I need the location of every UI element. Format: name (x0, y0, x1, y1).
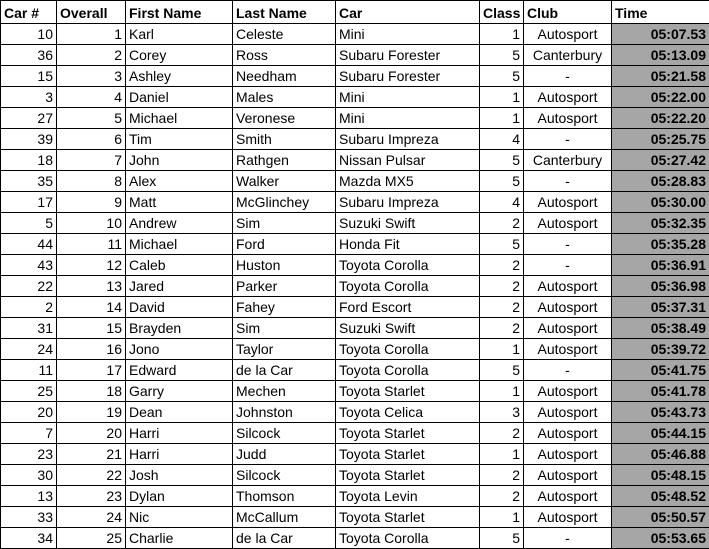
cell-club: - (524, 360, 612, 381)
cell-overall: 6 (57, 129, 126, 150)
cell-car: Toyota Starlet (336, 507, 480, 528)
cell-overall: 4 (57, 87, 126, 108)
cell-car: Mini (336, 108, 480, 129)
cell-first-name: Karl (126, 24, 233, 45)
cell-club: - (524, 234, 612, 255)
cell-car-number: 30 (1, 465, 57, 486)
cell-club: Autosport (524, 423, 612, 444)
cell-club: - (524, 528, 612, 549)
cell-class: 3 (480, 402, 524, 423)
cell-time: 05:48.15 (612, 465, 709, 486)
cell-club: Autosport (524, 108, 612, 129)
cell-car: Subaru Impreza (336, 192, 480, 213)
table-row (1, 66, 709, 87)
cell-car-number: 20 (1, 402, 57, 423)
cell-overall: 18 (57, 381, 126, 402)
table-row (1, 381, 709, 402)
table-row (1, 339, 709, 360)
cell-time: 05:07.53 (612, 24, 709, 45)
cell-overall: 12 (57, 255, 126, 276)
header-car-number: Car # (1, 1, 57, 24)
cell-last-name: Ford (233, 234, 336, 255)
table-row (1, 423, 709, 444)
header-time: Time (612, 1, 709, 24)
cell-first-name: Dylan (126, 486, 233, 507)
cell-club: Autosport (524, 192, 612, 213)
cell-last-name: Ross (233, 45, 336, 66)
cell-class: 5 (480, 66, 524, 87)
cell-car: Subaru Impreza (336, 129, 480, 150)
cell-last-name: Parker (233, 276, 336, 297)
cell-class: 5 (480, 528, 524, 549)
cell-last-name: Veronese (233, 108, 336, 129)
cell-car: Subaru Forester (336, 66, 480, 87)
table-row (1, 255, 709, 276)
cell-first-name: John (126, 150, 233, 171)
cell-car-number: 35 (1, 171, 57, 192)
cell-car: Toyota Corolla (336, 360, 480, 381)
cell-overall: 7 (57, 150, 126, 171)
cell-club: - (524, 66, 612, 87)
cell-last-name: Rathgen (233, 150, 336, 171)
header-club: Club (524, 1, 612, 24)
cell-time: 05:41.78 (612, 381, 709, 402)
cell-overall: 13 (57, 276, 126, 297)
cell-car: Subaru Forester (336, 45, 480, 66)
cell-last-name: Smith (233, 129, 336, 150)
cell-first-name: Dean (126, 402, 233, 423)
cell-car: Suzuki Swift (336, 213, 480, 234)
cell-class: 5 (480, 150, 524, 171)
table-row (1, 213, 709, 234)
cell-car-number: 15 (1, 66, 57, 87)
cell-class: 2 (480, 297, 524, 318)
cell-car: Mazda MX5 (336, 171, 480, 192)
cell-overall: 1 (57, 24, 126, 45)
cell-first-name: Josh (126, 465, 233, 486)
cell-club: Autosport (524, 381, 612, 402)
table-row (1, 171, 709, 192)
cell-overall: 8 (57, 171, 126, 192)
cell-first-name: Andrew (126, 213, 233, 234)
cell-overall: 10 (57, 213, 126, 234)
cell-time: 05:32.35 (612, 213, 709, 234)
cell-time: 05:44.15 (612, 423, 709, 444)
cell-time: 05:21.58 (612, 66, 709, 87)
cell-overall: 17 (57, 360, 126, 381)
cell-class: 5 (480, 171, 524, 192)
table-row (1, 234, 709, 255)
cell-class: 2 (480, 276, 524, 297)
cell-club: Autosport (524, 465, 612, 486)
cell-car: Toyota Starlet (336, 444, 480, 465)
cell-class: 5 (480, 360, 524, 381)
cell-overall: 15 (57, 318, 126, 339)
cell-car-number: 13 (1, 486, 57, 507)
cell-first-name: Garry (126, 381, 233, 402)
cell-car: Toyota Corolla (336, 339, 480, 360)
table-row (1, 402, 709, 423)
cell-class: 1 (480, 87, 524, 108)
cell-class: 2 (480, 213, 524, 234)
cell-overall: 3 (57, 66, 126, 87)
cell-last-name: Judd (233, 444, 336, 465)
cell-time: 05:39.72 (612, 339, 709, 360)
cell-club: Autosport (524, 318, 612, 339)
table-row (1, 108, 709, 129)
cell-overall: 16 (57, 339, 126, 360)
cell-class: 1 (480, 339, 524, 360)
cell-last-name: Huston (233, 255, 336, 276)
cell-last-name: Males (233, 87, 336, 108)
cell-overall: 2 (57, 45, 126, 66)
header-first-name: First Name (126, 1, 233, 24)
cell-car: Mini (336, 87, 480, 108)
cell-class: 2 (480, 255, 524, 276)
cell-time: 05:53.65 (612, 528, 709, 549)
cell-car-number: 7 (1, 423, 57, 444)
cell-last-name: Johnston (233, 402, 336, 423)
cell-overall: 23 (57, 486, 126, 507)
cell-car: Toyota Celica (336, 402, 480, 423)
cell-time: 05:22.20 (612, 108, 709, 129)
cell-time: 05:35.28 (612, 234, 709, 255)
header-last-name: Last Name (233, 1, 336, 24)
table-row (1, 24, 709, 45)
cell-club: - (524, 255, 612, 276)
cell-first-name: Tim (126, 129, 233, 150)
cell-last-name: Sim (233, 213, 336, 234)
cell-car-number: 25 (1, 381, 57, 402)
cell-last-name: Walker (233, 171, 336, 192)
cell-club: Autosport (524, 444, 612, 465)
cell-overall: 25 (57, 528, 126, 549)
cell-first-name: Ashley (126, 66, 233, 87)
cell-car-number: 18 (1, 150, 57, 171)
cell-car-number: 34 (1, 528, 57, 549)
cell-class: 5 (480, 45, 524, 66)
cell-last-name: Needham (233, 66, 336, 87)
cell-club: Autosport (524, 87, 612, 108)
cell-car-number: 36 (1, 45, 57, 66)
cell-club: Canterbury (524, 45, 612, 66)
cell-time: 05:30.00 (612, 192, 709, 213)
cell-class: 1 (480, 381, 524, 402)
cell-first-name: Daniel (126, 87, 233, 108)
header-overall: Overall (57, 1, 126, 24)
cell-class: 2 (480, 423, 524, 444)
table-row (1, 129, 709, 150)
table-row (1, 444, 709, 465)
cell-first-name: Corey (126, 45, 233, 66)
cell-last-name: Taylor (233, 339, 336, 360)
header-car: Car (336, 1, 480, 24)
cell-first-name: Michael (126, 108, 233, 129)
cell-car: Toyota Starlet (336, 381, 480, 402)
table-row (1, 507, 709, 528)
cell-overall: 20 (57, 423, 126, 444)
cell-time: 05:37.31 (612, 297, 709, 318)
cell-class: 4 (480, 129, 524, 150)
cell-club: Autosport (524, 24, 612, 45)
table-row (1, 318, 709, 339)
cell-first-name: Alex (126, 171, 233, 192)
cell-car: Toyota Corolla (336, 255, 480, 276)
table-row (1, 486, 709, 507)
cell-time: 05:48.52 (612, 486, 709, 507)
cell-car: Suzuki Swift (336, 318, 480, 339)
cell-time: 05:22.00 (612, 87, 709, 108)
cell-overall: 5 (57, 108, 126, 129)
header-row (1, 1, 709, 24)
cell-overall: 21 (57, 444, 126, 465)
cell-club: - (524, 129, 612, 150)
cell-last-name: Mechen (233, 381, 336, 402)
cell-time: 05:36.91 (612, 255, 709, 276)
table-row (1, 87, 709, 108)
cell-club: Canterbury (524, 150, 612, 171)
cell-club: Autosport (524, 297, 612, 318)
cell-class: 5 (480, 234, 524, 255)
cell-car-number: 2 (1, 297, 57, 318)
table-row (1, 276, 709, 297)
cell-car-number: 31 (1, 318, 57, 339)
cell-car-number: 23 (1, 444, 57, 465)
cell-car: Mini (336, 24, 480, 45)
cell-class: 2 (480, 465, 524, 486)
cell-class: 1 (480, 444, 524, 465)
cell-time: 05:27.42 (612, 150, 709, 171)
cell-last-name: McCallum (233, 507, 336, 528)
cell-overall: 24 (57, 507, 126, 528)
cell-first-name: Harri (126, 444, 233, 465)
cell-first-name: Matt (126, 192, 233, 213)
cell-car: Toyota Starlet (336, 423, 480, 444)
cell-club: Autosport (524, 486, 612, 507)
cell-first-name: Jared (126, 276, 233, 297)
table-row (1, 528, 709, 549)
cell-time: 05:46.88 (612, 444, 709, 465)
cell-class: 1 (480, 108, 524, 129)
cell-car-number: 22 (1, 276, 57, 297)
cell-car-number: 24 (1, 339, 57, 360)
cell-car-number: 33 (1, 507, 57, 528)
cell-class: 2 (480, 486, 524, 507)
cell-overall: 11 (57, 234, 126, 255)
header-class: Class (480, 1, 524, 24)
cell-first-name: Nic (126, 507, 233, 528)
cell-club: - (524, 171, 612, 192)
cell-last-name: Sim (233, 318, 336, 339)
cell-car-number: 3 (1, 87, 57, 108)
table-row (1, 45, 709, 66)
cell-last-name: Celeste (233, 24, 336, 45)
cell-first-name: Brayden (126, 318, 233, 339)
cell-club: Autosport (524, 213, 612, 234)
cell-club: Autosport (524, 402, 612, 423)
cell-overall: 19 (57, 402, 126, 423)
table-row (1, 150, 709, 171)
cell-overall: 14 (57, 297, 126, 318)
cell-last-name: Silcock (233, 465, 336, 486)
cell-car: Toyota Levin (336, 486, 480, 507)
cell-car: Nissan Pulsar (336, 150, 480, 171)
cell-first-name: Charlie (126, 528, 233, 549)
cell-class: 1 (480, 24, 524, 45)
cell-car: Toyota Corolla (336, 276, 480, 297)
cell-car-number: 17 (1, 192, 57, 213)
cell-car-number: 10 (1, 24, 57, 45)
cell-car-number: 39 (1, 129, 57, 150)
cell-club: Autosport (524, 339, 612, 360)
cell-overall: 9 (57, 192, 126, 213)
cell-class: 4 (480, 192, 524, 213)
table-row (1, 465, 709, 486)
cell-car: Toyota Corolla (336, 528, 480, 549)
cell-car-number: 5 (1, 213, 57, 234)
cell-time: 05:43.73 (612, 402, 709, 423)
cell-first-name: David (126, 297, 233, 318)
cell-car: Ford Escort (336, 297, 480, 318)
cell-first-name: Harri (126, 423, 233, 444)
cell-overall: 22 (57, 465, 126, 486)
table-row (1, 297, 709, 318)
cell-last-name: McGlinchey (233, 192, 336, 213)
cell-last-name: de la Car (233, 360, 336, 381)
cell-car-number: 43 (1, 255, 57, 276)
cell-time: 05:38.49 (612, 318, 709, 339)
cell-club: Autosport (524, 276, 612, 297)
cell-last-name: Fahey (233, 297, 336, 318)
cell-first-name: Michael (126, 234, 233, 255)
cell-time: 05:25.75 (612, 129, 709, 150)
cell-first-name: Caleb (126, 255, 233, 276)
cell-first-name: Jono (126, 339, 233, 360)
cell-time: 05:13.09 (612, 45, 709, 66)
cell-last-name: de la Car (233, 528, 336, 549)
cell-car: Toyota Starlet (336, 465, 480, 486)
cell-last-name: Thomson (233, 486, 336, 507)
cell-club: Autosport (524, 507, 612, 528)
cell-time: 05:36.98 (612, 276, 709, 297)
cell-car-number: 11 (1, 360, 57, 381)
table-row (1, 192, 709, 213)
cell-class: 2 (480, 318, 524, 339)
cell-time: 05:28.83 (612, 171, 709, 192)
cell-car-number: 27 (1, 108, 57, 129)
cell-time: 05:41.75 (612, 360, 709, 381)
cell-car-number: 44 (1, 234, 57, 255)
cell-last-name: Silcock (233, 423, 336, 444)
cell-time: 05:50.57 (612, 507, 709, 528)
cell-class: 1 (480, 507, 524, 528)
table-row (1, 360, 709, 381)
cell-first-name: Edward (126, 360, 233, 381)
cell-car: Honda Fit (336, 234, 480, 255)
